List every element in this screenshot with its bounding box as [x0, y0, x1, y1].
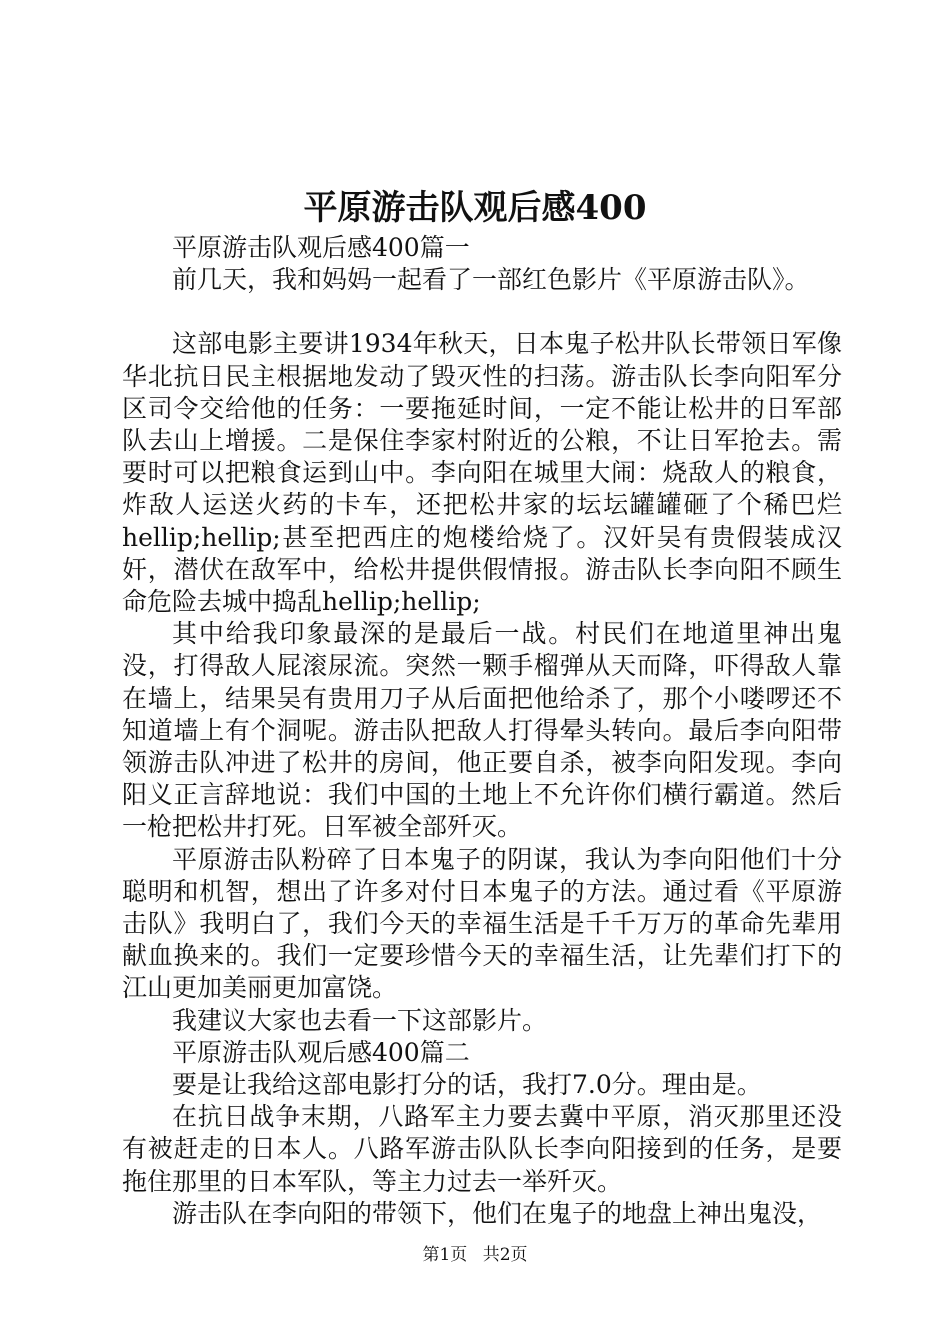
page-footer	[0, 1244, 950, 1266]
paragraph: 平原游击队粉碎了日本鬼子的阴谋，我认为李向阳他们十分聪明和机智，想出了许多对付日本鬼子的方法。通过看《平原游击队》我明白了，我们今天的幸福生活是千千万万的革命先辈用献血换来的。我们一定要珍惜今天的幸福生活，让先辈们打下的江山更加美丽更加富饶。	[122, 844, 842, 1003]
paragraph: 游击队在李向阳的带领下，他们在鬼子的地盘上神出鬼没，	[172, 1198, 823, 1228]
paragraph: 这部电影主要讲1934年秋天，日本鬼子松井队长带领日军像华北抗日民主根据地发动了毁灭性的扫荡。游击队长李向阳军分区司令交给他的任务：一要拖延时间，一定不能让松井的日军部队去山上增援。二是保住李家村附近的公粮，不让日军抢去。需要时可以把粮食运到山中。李向阳在城里大闹：烧敌人的粮食，炸敌人运送火药的卡车，还把松井家的坛坛罐罐砸了个稀巴烂hellip;hellip;甚至把西庄的炮楼给烧了。汉奸吴有贵假装成汉奸，潜伏在敌军中，给松井提供假情报。游击队长李向阳不顾生命危险去城中捣乱hellip;hellip;	[122, 329, 842, 617]
document-body	[122, 232, 842, 1230]
paragraph: 要是让我给这部电影打分的话，我打7.0分。理由是。	[172, 1070, 762, 1100]
paragraph: 其中给我印象最深的是最后一战。村民们在地道里神出鬼没，打得敌人屁滚尿流。突然一颗手榴弹从天而降，吓得敌人靠在墙上，结果吴有贵用刀子从后面把他给杀了，那个小喽啰还不知道墙上有个洞呢。游击队把敌人打得晕头转向。最后李向阳带领游击队冲进了松井的房间，他正要自杀，被李向阳发现。李向阳义正言辞地说：我们中国的土地上不允许你们横行霸道。然后一枪把松井打死。日军被全部歼灭。	[122, 619, 842, 842]
page-number-current: 第1页	[422, 1245, 468, 1265]
paragraph: 我建议大家也去看一下这部影片。	[172, 1005, 548, 1035]
page-number-total: 共2页	[482, 1245, 528, 1265]
section-heading-1: 平原游击队观后感400篇一	[172, 233, 470, 262]
paragraph: 在抗日战争末期，八路军主力要去冀中平原，消灭那里还没有被赶走的日本人。八路军游击队队长李向阳接到的任务，是要拖住那里的日本军队，等主力过去一举歼灭。	[122, 1102, 842, 1196]
section-heading-2: 平原游击队观后感400篇二	[172, 1037, 470, 1067]
paragraph: 前几天，我和妈妈一起看了一部红色影片《平原游击队》。	[172, 265, 810, 295]
document-title: 平原游击队观后感400	[303, 188, 647, 228]
